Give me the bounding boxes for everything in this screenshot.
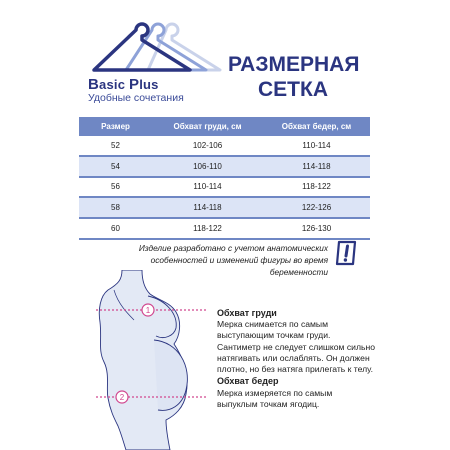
table-header-row — [79, 117, 370, 136]
chest-measure-description: Мерка снимается по самым выступающим точкам груди. Сантиметр не следует слишком сильно натягивать или ослаблять. Он должен плотно, но без натяга прилегать к телу. — [217, 319, 375, 375]
cell-size: 56 — [79, 177, 152, 198]
cell-hips: 110-114 — [263, 136, 370, 156]
chest-measure-title: Обхват груди — [217, 308, 277, 318]
cell-size: 54 — [79, 156, 152, 177]
measure-marker-2: 2 — [119, 393, 125, 402]
cell-hips: 118-122 — [263, 177, 370, 198]
cell-hips: 122-126 — [263, 197, 370, 218]
header-size: Размер — [79, 117, 152, 136]
hips-measure-title: Обхват бедер — [217, 376, 279, 386]
cell-chest: 110-114 — [152, 177, 263, 198]
cell-hips: 126-130 — [263, 218, 370, 239]
table-row — [79, 136, 370, 156]
cell-hips: 114-118 — [263, 156, 370, 177]
table-row — [79, 156, 370, 177]
measure-marker-1: 1 — [145, 306, 151, 315]
cell-chest: 106-110 — [152, 156, 263, 177]
hips-measure-description: Мерка измеряется по самым выпуклым точкам ягодиц. — [217, 388, 333, 410]
pregnancy-note: Изделие разработано с учетом анатомических особенностей и изменений фигуры во время беременности — [138, 243, 328, 277]
cell-chest: 118-122 — [152, 218, 263, 239]
size-table — [79, 117, 370, 240]
table-row — [79, 177, 370, 198]
exclamation-icon — [335, 240, 357, 266]
body-figure-illustration — [78, 270, 208, 450]
header-hips: Обхват бедер, см — [263, 117, 370, 136]
table-row — [79, 197, 370, 218]
cell-size: 60 — [79, 218, 152, 239]
cell-size: 58 — [79, 197, 152, 218]
cell-size: 52 — [79, 136, 152, 156]
cell-chest: 102-106 — [152, 136, 263, 156]
page-title: РАЗМЕРНАЯ СЕТКА — [228, 53, 360, 101]
header-chest: Обхват груди, см — [152, 117, 263, 136]
hangers-icon — [92, 18, 222, 78]
brand-name: Basic Plus — [88, 76, 159, 93]
table-row — [79, 218, 370, 239]
cell-chest: 114-118 — [152, 197, 263, 218]
brand-tagline: Удобные сочетания — [88, 92, 184, 104]
